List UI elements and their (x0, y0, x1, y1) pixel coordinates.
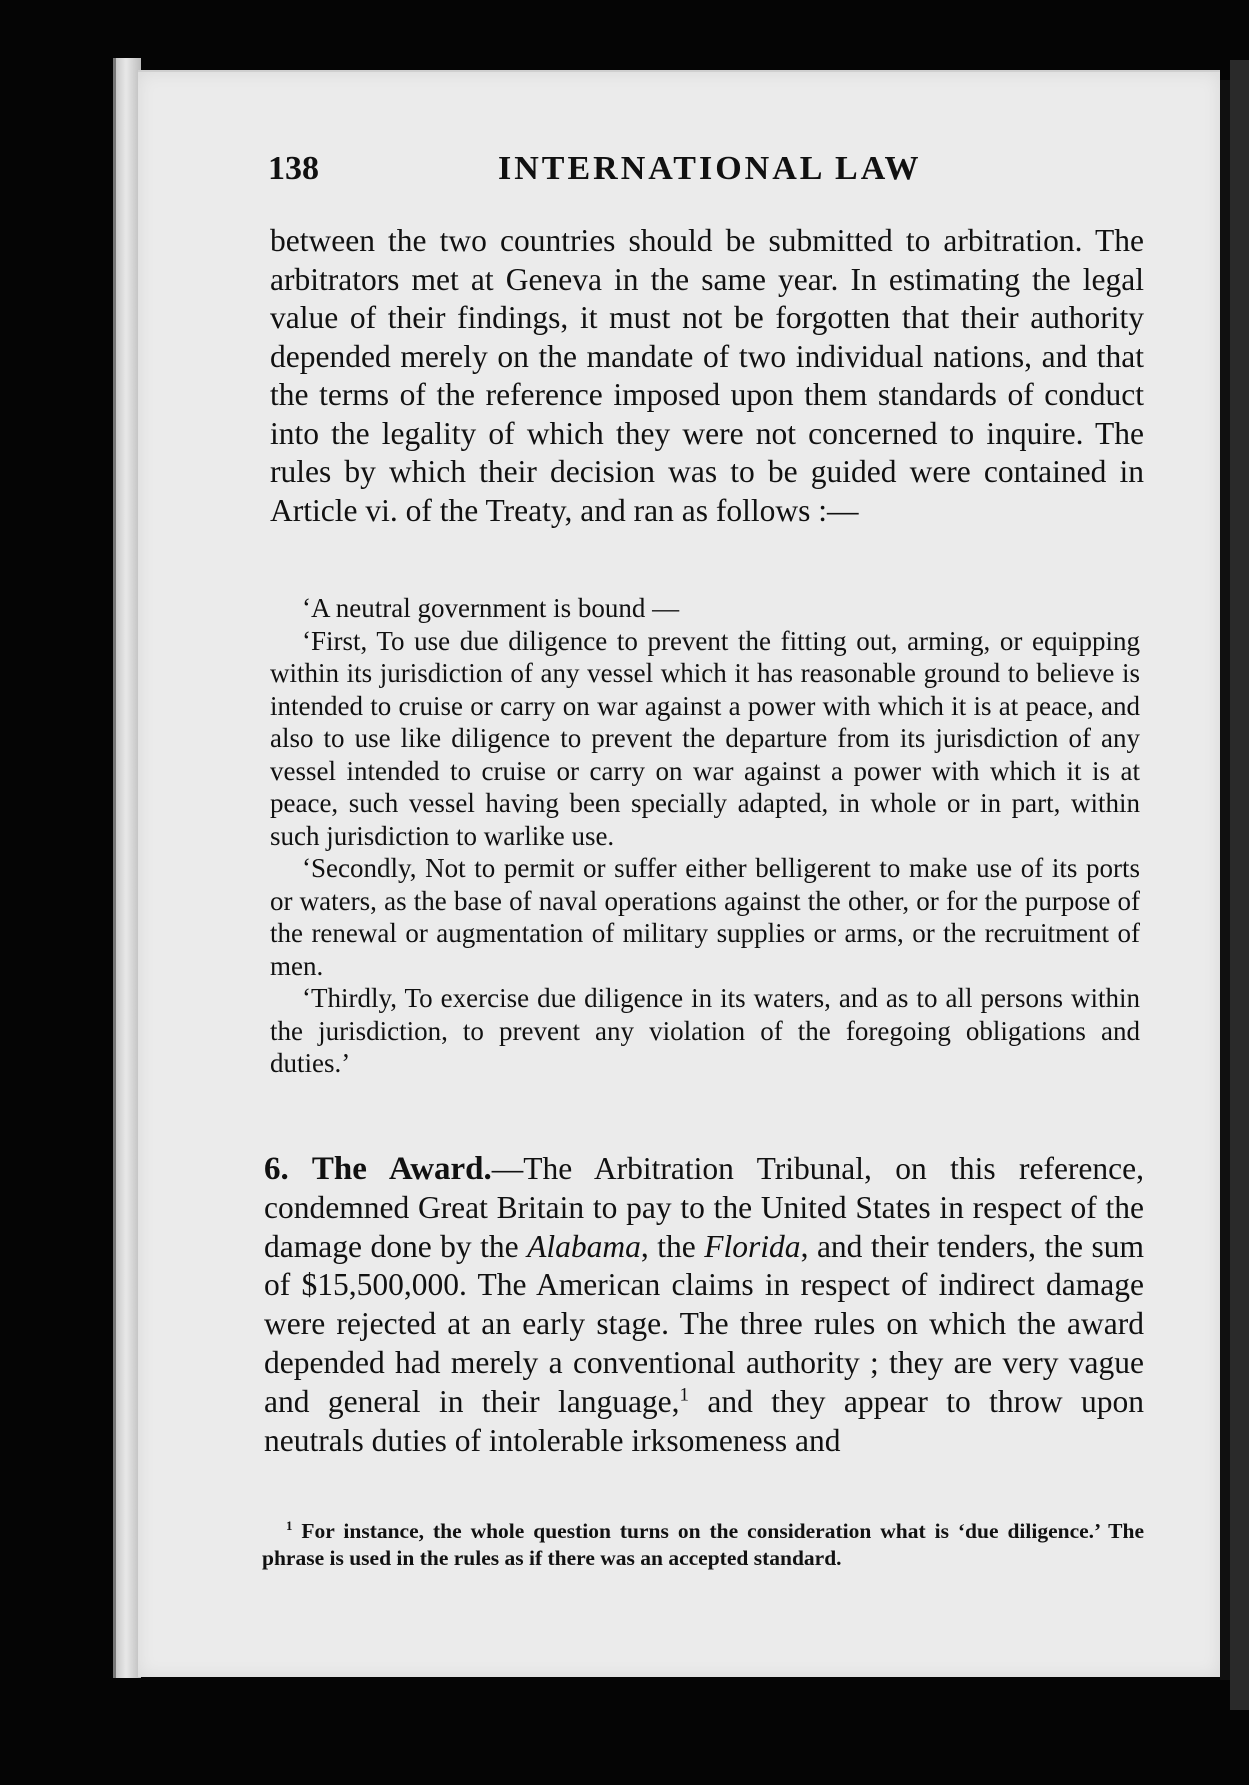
page-header (268, 150, 1148, 190)
section-the-award (264, 1150, 1144, 1460)
quote-intro: ‘A neutral government is bound — (302, 593, 680, 623)
section-text-3: , and their tenders, the sum of $15,500,000. The American claims in respect of indirect damage were rejected at an early stage. The three rules on which the award depended had merely a conventional authority ; they are very vague and general in their language, (264, 1228, 1144, 1419)
quote-rule-third: ‘Thirdly, To exercise due diligence in its waters, and as to all persons within the jurisdiction, to prevent any violation of the foregoing obligations and duties.’ (270, 983, 1140, 1078)
quote-rule-second: ‘Secondly, Not to permit or suffer either belligerent to make use of its ports or waters, as the base of naval operations against the other, or for the purpose of the renewal or augmentation of military supplies or arms, or the recruitment of men. (270, 853, 1140, 981)
section-text-2: , the (640, 1228, 705, 1264)
footnote (262, 1518, 1144, 1572)
section-heading: 6. The Award. (264, 1151, 492, 1187)
running-head: INTERNATIONAL LAW (498, 150, 922, 187)
section-text-1: —The Arbitration Tribunal, on this reference, condemned Great Britain to pay to the United States in respect of the damage done by the (264, 1151, 1144, 1264)
footnote-reference: 1 (679, 1384, 689, 1406)
quote-rule-first: ‘First, To use due diligence to prevent the fitting out, arming, or equipping within its jurisdiction of any vessel which it has reasonable ground to believe is intended to cruise or carry on war against a power with which it is at peace, and also to use like diligence to prevent the departure from its jurisdiction of any vessel intended to cruise or carry on war against a power with which it is at peace, such vessel having been specially adapted, in whole or in part, within such jurisdiction to warlike use. (270, 625, 1140, 851)
ship-name-alabama: Alabama (527, 1228, 641, 1264)
treaty-rules-quote (270, 592, 1140, 1080)
paragraph-arbitration: between the two countries should be submitted to arbitration. The arbitrators met at Geneva in the same year. In estimating the legal value of their findings, it must not be forgotten that their authority depended merely on the mandate of two individual nations, and that the terms of the reference imposed upon them standards of conduct into the legality of which they were not concerned to inquire. The rules by which their decision was to be guided were contained in Article vi. of the Treaty, and ran as follows :— (270, 223, 1144, 528)
footnote-marker: 1 (286, 1518, 293, 1533)
page-number: 138 (268, 150, 319, 187)
ship-name-florida: Florida (704, 1228, 801, 1264)
scan-margin-right (1230, 60, 1249, 1710)
book-binding-edge (113, 58, 141, 1678)
section-text-4: and they appear to throw upon neutrals duties of intolerable irksomeness and (264, 1383, 1145, 1458)
page-right-edge (1220, 80, 1230, 1680)
footnote-text: For instance, the whole question turns on the consideration what is ‘due diligence.’ The phrase is used in the rules as if there was an accepted standard. (262, 1519, 1145, 1570)
